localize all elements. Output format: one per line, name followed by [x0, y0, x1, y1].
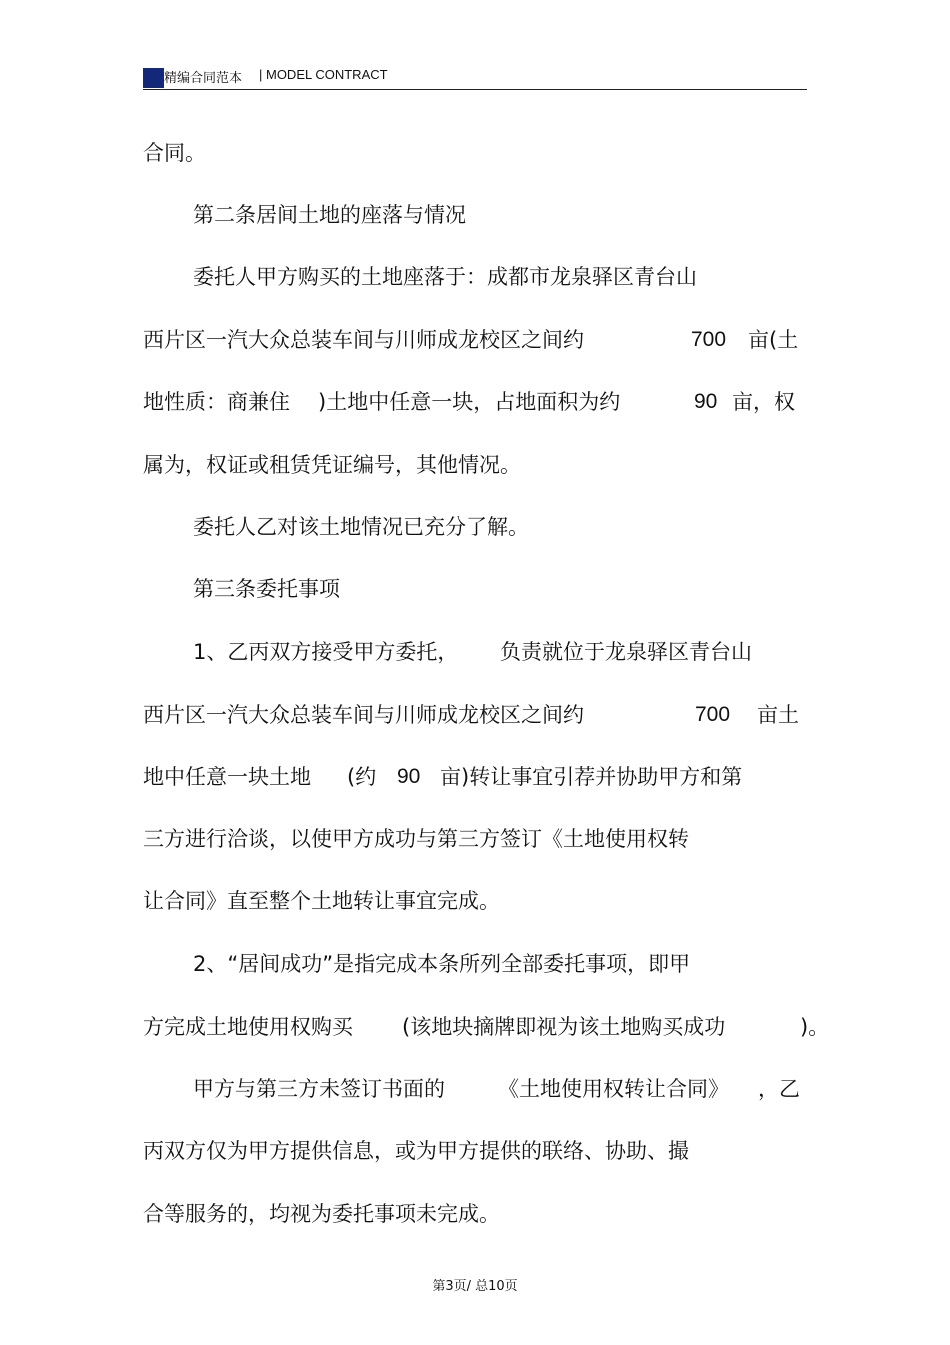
paragraph-line: 属为，权证或租赁凭证编号，其他情况。 — [143, 453, 521, 477]
header-model-contract: | MODEL CONTRACT — [259, 67, 388, 82]
line-segment: 西片区一汽大众总装车间与川师成龙校区之间约 — [143, 328, 584, 352]
paragraph-line: 委托人乙对该土地情况已充分了解。 — [193, 515, 529, 539]
header-brand: 精编合同范本 — [164, 71, 243, 86]
logo-square-icon — [143, 68, 164, 88]
line-segment: 西片区一汽大众总装车间与川师成龙校区之间约 — [143, 703, 584, 727]
line-segment: )土地中任意一块，占地面积为约 — [318, 390, 621, 414]
line-segment: (约 — [347, 765, 377, 789]
article-heading: 第三条委托事项 — [193, 577, 340, 601]
paragraph-line: 2、“居间成功”是指完成本条所列全部委托事项，即甲 — [193, 952, 691, 976]
line-segment: 方完成土地使用权购买 — [143, 1015, 353, 1039]
paragraph-line: 合同。 — [143, 141, 206, 165]
area-value: 90 — [397, 765, 421, 788]
page-header — [143, 64, 807, 90]
area-value: 700 — [695, 703, 731, 726]
line-segment: ，乙 — [758, 1077, 800, 1101]
area-value: 700 — [691, 328, 727, 351]
line-segment: 《土地使用权转让合同》 — [498, 1077, 729, 1101]
paragraph-line: 三方进行洽谈，以使甲方成功与第三方签订《土地使用权转 — [143, 827, 689, 851]
line-segment: 地性质：商兼住 — [143, 390, 290, 414]
paragraph-line: 委托人甲方购买的土地座落于：成都市龙泉驿区青台山 — [193, 265, 697, 289]
line-segment: 1、乙丙双方接受甲方委托， — [193, 640, 459, 664]
line-segment: 亩，权 — [732, 390, 795, 414]
paragraph-line: 让合同》直至整个土地转让事宜完成。 — [143, 889, 500, 913]
line-segment: 负责就位于龙泉驿区青台山 — [500, 640, 752, 664]
line-segment: 甲方与第三方未签订书面的 — [193, 1077, 445, 1101]
line-segment: 地中任意一块土地 — [143, 765, 311, 789]
area-value: 90 — [694, 390, 718, 413]
page-number: 第3页/ 总10页 — [432, 1279, 518, 1294]
line-segment: 亩(土 — [748, 328, 799, 352]
line-segment: (该地块摘牌即视为该土地购买成功 — [402, 1015, 726, 1039]
line-segment: 亩)转让事宜引荐并协助甲方和第 — [440, 765, 743, 789]
line-segment: 亩土 — [757, 703, 799, 727]
article-heading: 第二条居间土地的座落与情况 — [193, 203, 466, 227]
paragraph-line: 丙双方仅为甲方提供信息，或为甲方提供的联络、协助、撮 — [143, 1139, 689, 1163]
line-segment: )。 — [800, 1015, 830, 1039]
paragraph-line: 合等服务的，均视为委托事项未完成。 — [143, 1202, 500, 1226]
